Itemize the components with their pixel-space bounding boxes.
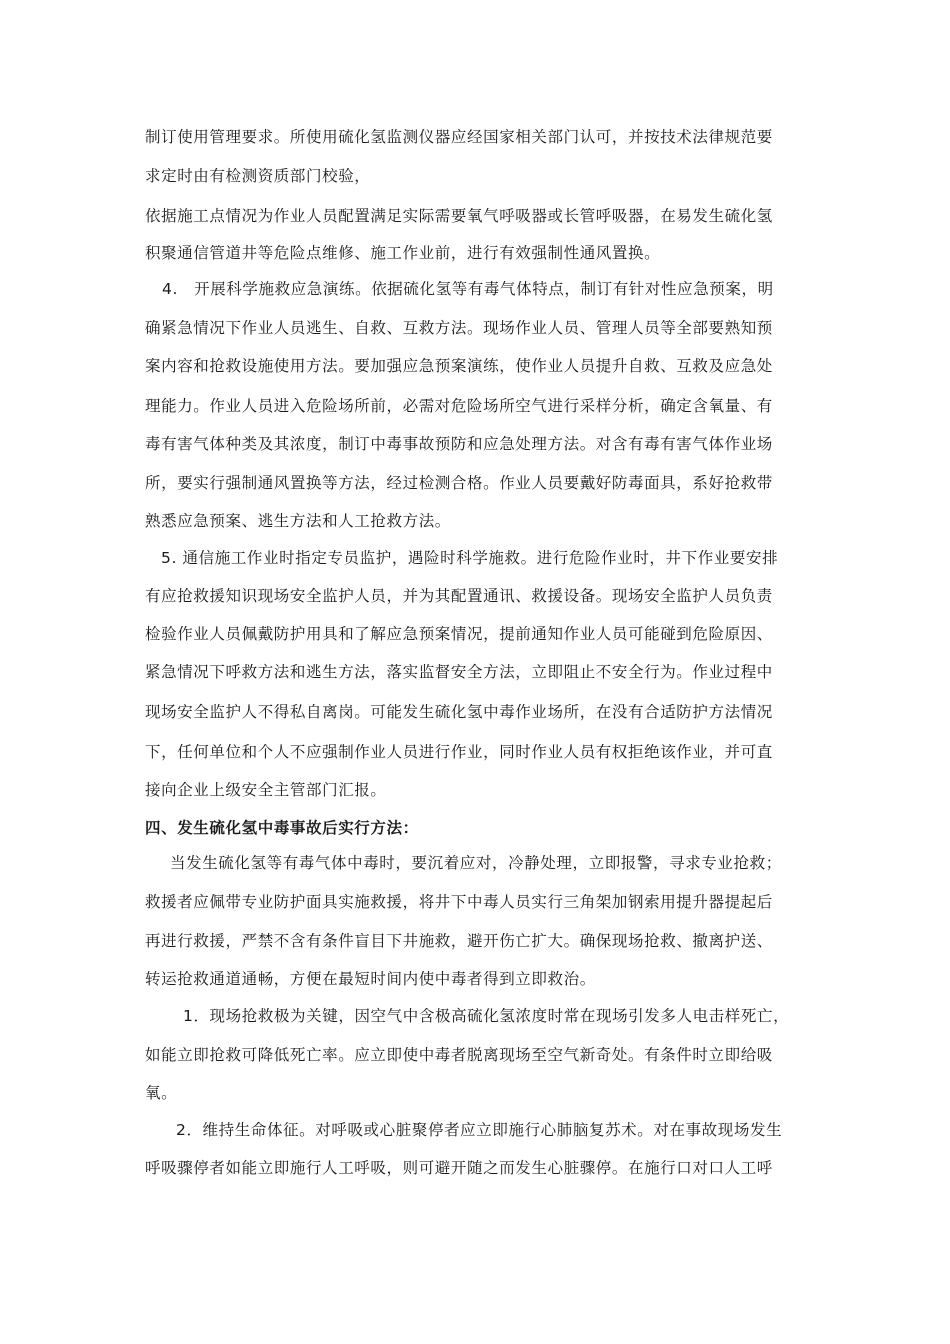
paragraph-line: 当发生硫化氢等有毒气体中毒时，要沉着应对，冷静处理，立即报警，寻求专业抢救；	[170, 854, 782, 872]
paragraph-line: 求定时由有检测资质部门校验，	[145, 167, 371, 185]
paragraph-line: 有应抢救援知识现场安全监护人员，并为其配置通讯、救援设备。现场安全监护人员负责	[145, 587, 773, 605]
paragraph-line: 再进行救援，严禁不含有条件盲目下井施救，避开伤亡扩大。确保现场抢救、撤离护送、	[145, 932, 773, 950]
paragraph-line: 如能立即抢救可降低死亡率。应立即使中毒者脱离现场至空气新奇处。有条件时立即给吸	[145, 1046, 773, 1064]
paragraph-line: 制订使用管理要求。所使用硫化氢监测仪器应经国家相关部门认可，并按技术法律规范要	[145, 128, 773, 146]
paragraph-line: 现场安全监护人不得私自离岗。可能发生硫化氢中毒作业场所，在没有合适防护方法情况	[145, 703, 773, 721]
list-item-2: 2．维持生命体征。对呼吸或心脏聚停者应立即施行心肺脑复苏术。对在事故现场发生	[176, 1121, 783, 1139]
paragraph-line: 检验作业人员佩戴防护用具和了解应急预案情况，提前通知作业人员可能碰到危险原因、	[145, 625, 773, 643]
paragraph-line: 毒有害气体种类及其浓度，制订中毒事故预防和应急处理方法。对含有毒有害气体作业场	[145, 435, 773, 453]
paragraph-line: 熟悉应急预案、逃生方法和人工抢救方法。	[145, 512, 451, 530]
paragraph-line: 呼吸骤停者如能立即施行人工呼吸，则可避开随之而发生心脏骤停。在施行口对口人工呼	[145, 1159, 773, 1177]
list-item-4: 4. 开展科学施救应急演练。依据硫化氢等有毒气体特点，制订有针对性应急预案，明	[162, 280, 774, 298]
paragraph-line: 理能力。作业人员进入危险场所前，必需对危险场所空气进行采样分析，确定含氧量、有	[145, 397, 773, 415]
paragraph-line: 所，要实行强制通风置换等方法，经过检测合格。作业人员要戴好防毒面具，系好抢救带	[145, 474, 773, 492]
paragraph-line: 紧急情况下呼救方法和逃生方法，落实监督安全方法，立即阻止不安全行为。作业过程中	[145, 663, 773, 681]
paragraph-line: 确紧急情况下作业人员逃生、自救、互救方法。现场作业人员、管理人员等全部要熟知预	[145, 319, 773, 337]
paragraph-line: 积聚通信管道井等危险点维修、施工作业前，进行有效强制性通风置换。	[145, 244, 661, 262]
section-heading: 四、发生硫化氢中毒事故后实行方法：	[145, 819, 419, 837]
paragraph-line: 案内容和抢救设施使用方法。要加强应急预案演练，使作业人员提升自救、互救及应急处	[145, 357, 773, 375]
paragraph-line: 依据施工点情况为作业人员配置满足实际需要氧气呼吸器或长管呼吸器，在易发生硫化氢	[145, 207, 773, 225]
list-item-1: 1．现场抢救极为关键，因空气中含极高硫化氢浓度时常在现场引发多人电击样死亡，	[183, 1007, 790, 1025]
paragraph-line: 下，任何单位和个人不应强制作业人员进行作业，同时作业人员有权拒绝该作业，并可直	[145, 743, 773, 761]
paragraph-line: 接向企业上级安全主管部门汇报。	[145, 781, 387, 799]
list-item-5: 5. 通信施工作业时指定专员监护，遇险时科学施救。进行危险作业时，井下作业要安排	[161, 549, 779, 567]
paragraph-line: 救援者应佩带专业防护面具实施救援，将井下中毒人员实行三角架加钢索用提升器提起后	[145, 893, 773, 911]
paragraph-line: 转运抢救通道通畅，方便在最短时间内使中毒者得到立即救治。	[145, 970, 596, 988]
paragraph-line: 氧。	[145, 1084, 178, 1102]
